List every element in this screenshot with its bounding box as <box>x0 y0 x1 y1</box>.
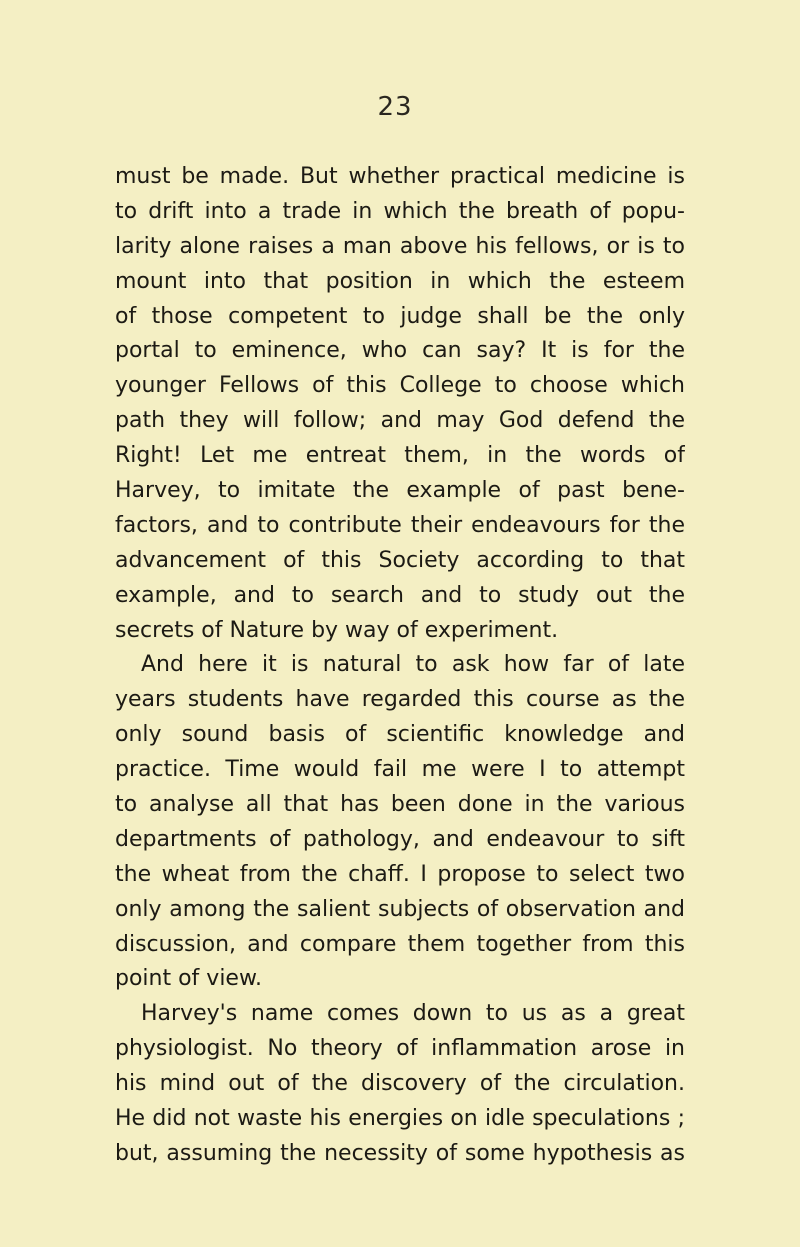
text-line: the wheat from the chaff. I propose to select two <box>115 861 685 887</box>
text-line: Harvey's name comes down to us as a great <box>141 1001 685 1027</box>
text-line: larity alone raises a man above his fellows, or is to <box>115 233 685 259</box>
text-line: Harvey, to imitate the example of past bene- <box>115 478 685 504</box>
text-line: only among the salient subjects of observation and <box>115 896 685 922</box>
text-line: portal to eminence, who can say? It is for the <box>115 338 685 364</box>
page-number: 23 <box>377 92 413 122</box>
text-line: secrets of Nature by way of experiment. <box>115 617 559 643</box>
text-line: departments of pathology, and endeavour to sift <box>115 826 685 852</box>
text-line: And here it is natural to ask how far of late <box>141 652 685 678</box>
text-line: only sound basis of scientific knowledge and <box>115 722 685 748</box>
text-line: path they will follow; and may God defend the <box>115 408 685 434</box>
text-line: He did not waste his energies on idle speculations ; <box>115 1106 685 1132</box>
text-line: mount into that position in which the esteem <box>115 268 685 294</box>
text-line: physiologist. No theory of inflammation arose in <box>115 1036 685 1062</box>
text-line: factors, and to contribute their endeavours for the <box>115 512 685 538</box>
text-line: discussion, and compare them together from this <box>115 931 685 957</box>
text-line: to drift into a trade in which the breath of popu- <box>115 198 685 224</box>
text-line: Right! Let me entreat them, in the words of <box>115 443 685 469</box>
text-line: but, assuming the necessity of some hypothesis as <box>115 1140 685 1166</box>
text-line: his mind out of the discovery of the circulation. <box>115 1071 685 1097</box>
text-line: younger Fellows of this College to choose which <box>115 373 685 399</box>
text-line: of those competent to judge shall be the only <box>115 303 685 329</box>
text-line: years students have regarded this course as the <box>115 687 685 713</box>
body-text <box>115 160 685 1172</box>
text-line: to analyse all that has been done in the various <box>115 792 685 818</box>
text-line: must be made. But whether practical medicine is <box>115 164 685 189</box>
text-line: advancement of this Society according to that <box>115 547 685 573</box>
text-line: example, and to search and to study out the <box>115 582 685 608</box>
text-line: practice. Time would fail me were I to attempt <box>115 757 685 783</box>
text-line: point of view. <box>115 966 262 992</box>
